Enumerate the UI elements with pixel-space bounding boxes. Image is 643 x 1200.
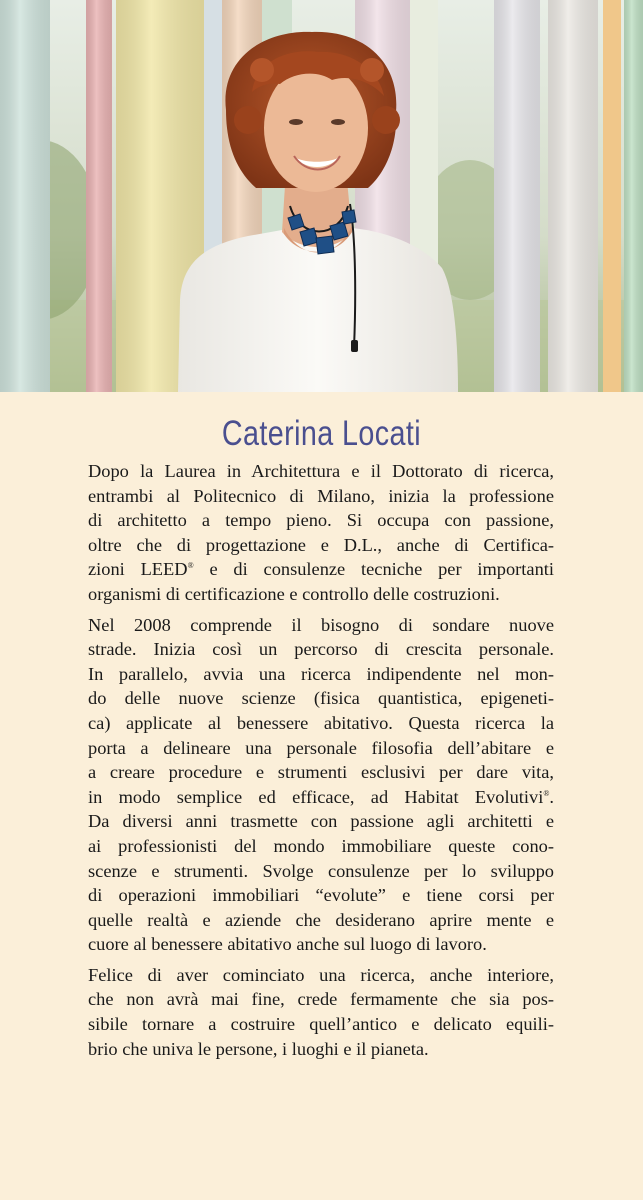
- author-bio: [88, 459, 554, 1067]
- bio-fragment: zioni LEED: [88, 559, 188, 580]
- author-photo: [0, 0, 643, 392]
- bio-line: brio che univa le persone, i luoghi e il pianeta.: [88, 1038, 429, 1059]
- bio-line: Nel 2008 comprende il bisogno di sondare nuove: [88, 614, 554, 635]
- bio-line: strade. Inizia così un percorso di crescita personale.: [88, 639, 554, 660]
- registered-mark: ®: [543, 788, 550, 798]
- bio-line: [88, 785, 554, 810]
- bio-line: di operazioni immobiliari “evolute” e tiene corsi per: [88, 885, 554, 906]
- bio-line: In parallelo, avvia una ricerca indipendente nel mon-: [88, 663, 554, 684]
- bio-line: quelle realtà e aziende che desiderano aprire mente e: [88, 909, 554, 930]
- bio-line: Da diversi anni trasmette con passione agli architetti e: [88, 811, 554, 832]
- bio-paragraph-3: [88, 963, 554, 1061]
- bio-line: Felice di aver cominciato una ricerca, anche interiore,: [88, 964, 554, 985]
- bio-fragment: in modo semplice ed efficace, ad Habitat Evolutivi: [88, 786, 544, 807]
- author-name: Caterina Locati: [221, 414, 422, 453]
- registered-mark: ®: [187, 561, 194, 571]
- bio-line: do delle nuove scienze (fisica quantistica, epigeneti-: [88, 688, 554, 709]
- bio-fragment: .: [549, 786, 554, 807]
- bio-line: porta a delineare una personale filosofia dell’abitare e: [88, 737, 554, 758]
- bio-paragraph-1: [88, 459, 554, 607]
- bio-line: ai professionisti del mondo immobiliare queste cono-: [88, 835, 554, 856]
- bio-line: cuore al benessere abitativo anche sul luogo di lavoro.: [88, 934, 487, 955]
- bio-line: entrambi al Politecnico di Milano, inizia la professione: [88, 485, 554, 506]
- bio-line: di architetto a tempo pieno. Si occupa con passione,: [88, 510, 554, 531]
- bio-line: Dopo la Laurea in Architettura e il Dottorato di ricerca,: [88, 461, 554, 481]
- bio-line: scenze e strumenti. Svolge consulenze per lo sviluppo: [88, 860, 554, 881]
- bio-paragraph-2: [88, 613, 554, 957]
- bio-line: oltre che di progettazione e D.L., anche di Certifica-: [88, 534, 554, 555]
- bio-line: a creare procedure e strumenti esclusivi per dare vita,: [88, 762, 554, 783]
- bio-line: ca) applicate al benessere abitativo. Questa ricerca la: [88, 712, 554, 733]
- bio-line: [88, 557, 554, 582]
- bio-line: sibile tornare a costruire quell’antico e delicato equili-: [88, 1014, 554, 1035]
- bio-line: organismi di certificazione e controllo delle costruzioni.: [88, 583, 500, 604]
- bio-fragment: e di consulenze tecniche per importanti: [209, 559, 554, 580]
- bio-line: che non avrà mai fine, crede fermamente che sia pos-: [88, 989, 554, 1010]
